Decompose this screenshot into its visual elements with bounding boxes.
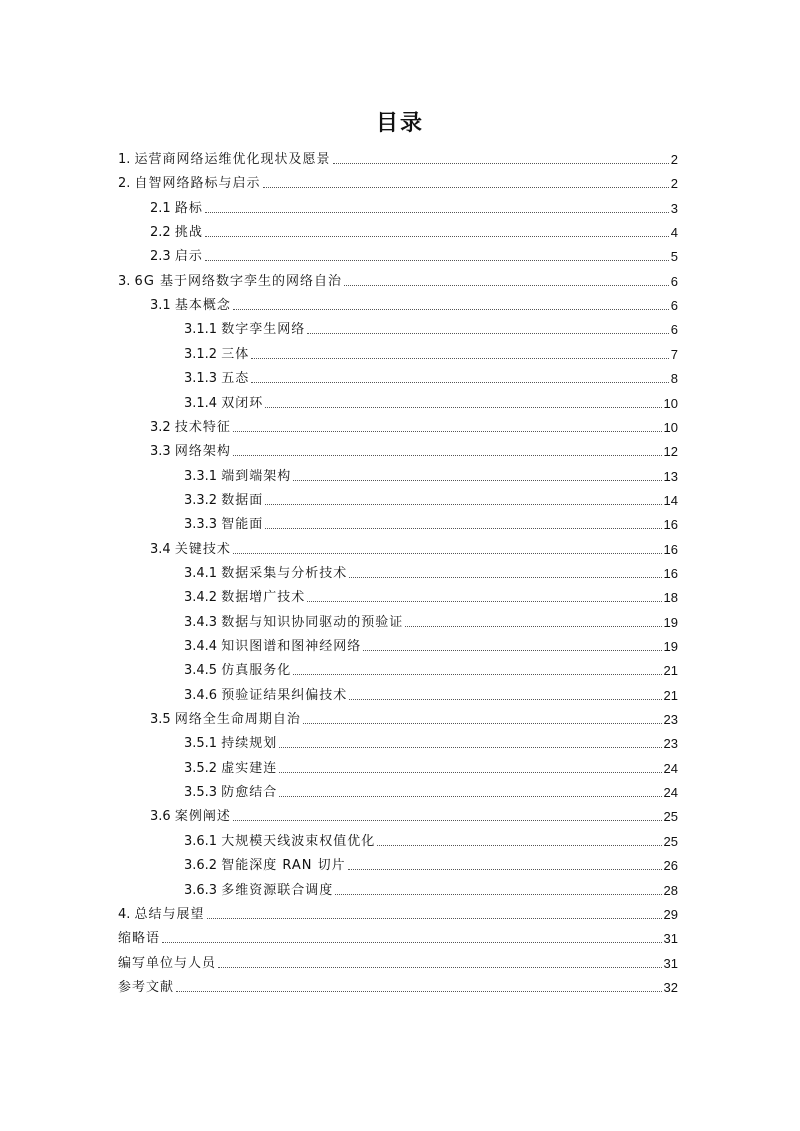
toc-entry[interactable] [150,195,678,217]
toc-entry-number: 3.1.2 [184,346,222,362]
dot-leader [218,967,662,968]
toc-entry[interactable] [184,560,678,582]
toc-entry[interactable] [184,852,678,874]
toc-entry-title: 网络架构 [174,444,231,460]
toc-entry[interactable] [150,414,678,436]
toc-entry-page: 25 [663,809,678,825]
toc-entry-number: 3.4.3 [184,614,222,630]
dot-leader [279,772,661,773]
toc-entry[interactable] [184,682,678,704]
toc-entry[interactable] [150,219,678,241]
toc-entry-title: 技术特征 [174,419,231,435]
toc-entry-page: 6 [670,273,678,289]
dot-leader [333,163,669,164]
toc-entry[interactable] [184,779,678,801]
toc-entry[interactable] [118,146,678,168]
toc-entry-page: 4 [670,225,678,241]
toc-entry-page: 13 [663,468,678,484]
dot-leader [265,504,661,505]
toc-entry[interactable] [184,657,678,679]
toc-entry-number: 2. [118,176,135,192]
toc-entry-title: 6G 基于网络数字孪生的网络自治 [134,273,343,289]
toc-entry-title: 挑战 [174,225,203,241]
toc-entry-page: 26 [663,858,678,874]
toc-entry-page: 3 [670,200,678,216]
toc-entry[interactable] [184,755,678,777]
dot-leader [293,480,661,481]
dot-leader [405,626,661,627]
toc-entry-title: 编写单位与人员 [118,955,217,971]
toc-entry-title: 基本概念 [174,298,231,314]
toc-entry-page: 16 [663,565,678,581]
toc-entry-page: 2 [670,152,678,167]
dot-leader [348,869,662,870]
toc-entry-title: 路标 [174,200,203,216]
toc-entry-number: 2.1 [150,200,175,216]
toc-entry[interactable] [150,438,678,460]
page-title: 目录 [375,110,424,136]
toc-entry[interactable] [184,341,678,363]
dot-leader [307,601,661,602]
toc-entry-page: 19 [663,614,678,630]
toc-entry-number: 3.6.1 [184,833,222,849]
toc-entry-page: 14 [663,492,678,508]
toc-entry-number: 3.1 [150,298,175,314]
toc-entry-number: 4. [118,906,135,922]
dot-leader [265,528,661,529]
toc-entry-title: 案例阐述 [174,809,231,825]
toc-entry-title: 数字孪生网络 [221,322,306,338]
dot-leader [176,991,662,992]
toc-entry-title: 缩略语 [118,931,161,947]
toc-entry[interactable] [184,633,678,655]
toc-entry-number: 3.5.2 [184,760,222,776]
toc-entry[interactable] [118,950,678,972]
toc-entry-title: 启示 [174,249,203,265]
toc-entry-title: 关键技术 [174,541,231,557]
toc-entry-page: 21 [663,663,678,679]
toc-entry-title: 智能深度 RAN 切片 [221,858,346,874]
toc-entry-page: 2 [670,176,678,192]
dot-leader [233,455,662,456]
toc-entry-number: 3.2 [150,419,175,435]
dot-leader [265,407,661,408]
toc-entry[interactable] [184,316,678,338]
toc-entry-title: 五态 [221,371,250,387]
dot-leader [335,894,661,895]
toc-entry[interactable] [184,365,678,387]
toc-entry[interactable] [184,584,678,606]
toc-entry-page: 25 [663,833,678,849]
toc-entry-title: 数据与知识协同驱动的预验证 [221,614,404,630]
dot-leader [349,577,661,578]
toc-entry-title: 网络全生命周期自治 [174,712,301,728]
toc-entry-page: 7 [670,346,678,362]
dot-leader [205,236,669,237]
toc-entry-number: 3.5 [150,712,175,728]
dot-leader [233,553,662,554]
toc-entry-title: 持续规划 [221,736,278,752]
toc-entry-page: 12 [663,444,678,460]
toc-entry[interactable] [118,268,678,290]
toc-entry-number: 3.6 [150,809,175,825]
toc-entry-number: 3.1.1 [184,322,222,338]
toc-entry[interactable] [184,828,678,850]
toc-entry[interactable] [184,730,678,752]
toc-entry-number: 3.1.3 [184,371,222,387]
toc-entry-page: 28 [663,882,678,898]
toc-entry[interactable] [184,877,678,899]
toc-entry-title: 大规模天线波束权值优化 [221,833,376,849]
toc-entry-number: 3.6.2 [184,858,222,874]
dot-leader [293,674,661,675]
toc-entry[interactable] [118,170,678,192]
toc-entry-number: 3.3 [150,444,175,460]
toc-entry-page: 24 [663,785,678,801]
toc-entry-title: 数据采集与分析技术 [221,565,348,581]
dot-leader [207,918,662,919]
toc-entry-number: 3.4.6 [184,687,222,703]
toc-entry-page: 8 [670,371,678,387]
toc-entry-page: 32 [663,979,678,995]
toc-entry-title: 数据增广技术 [221,590,306,606]
toc-entry-number: 3.5.3 [184,785,222,801]
toc-entry-title: 三体 [221,346,250,362]
toc-entry-title: 多维资源联合调度 [221,882,334,898]
toc-entry-title: 参考文献 [118,979,175,995]
dot-leader [233,820,662,821]
toc-entry-page: 19 [663,639,678,654]
toc-entry-number: 3. [118,273,135,289]
dot-leader [377,845,661,846]
toc-entry[interactable] [118,974,678,996]
toc-entry[interactable] [118,901,678,923]
toc-entry-page: 10 [663,395,678,411]
toc-entry-number: 2.2 [150,225,175,241]
dot-leader [344,285,669,286]
toc-entry-page: 23 [663,736,678,752]
toc-entry-number: 3.6.3 [184,882,222,898]
toc-entry-title: 自智网络路标与启示 [134,176,261,192]
toc-entry-page: 18 [663,590,678,606]
toc-entry[interactable] [184,463,678,485]
toc-entry[interactable] [150,536,678,558]
toc-entry-number: 3.4.4 [184,639,222,654]
toc-entry-page: 5 [670,249,678,265]
toc-entry[interactable] [150,803,678,825]
toc-entry-page: 16 [663,541,678,557]
toc-entry-number: 3.5.1 [184,736,222,752]
dot-leader [279,747,661,748]
toc-entry-number: 3.4.5 [184,663,222,679]
toc-entry[interactable] [184,511,678,533]
toc-entry[interactable] [150,243,678,265]
dot-leader [263,187,669,188]
dot-leader [162,942,662,943]
toc-entry-number: 3.4.1 [184,565,222,581]
toc-entry[interactable] [184,609,678,631]
toc-entry-title: 双闭环 [221,395,264,411]
toc-entry-number: 3.3.1 [184,468,222,484]
toc-entry-page: 6 [670,298,678,314]
toc-entry-number: 3.4 [150,541,175,557]
toc-entry-page: 29 [663,906,678,922]
toc-entry-number: 1. [118,152,135,167]
toc-entry-page: 10 [663,419,678,435]
toc-entry-title: 智能面 [221,517,264,533]
dot-leader [303,723,662,724]
toc-entry-number: 3.3.2 [184,492,222,508]
toc-entry-title: 虚实建连 [221,760,278,776]
dot-leader [205,260,669,261]
dot-leader [251,382,669,383]
toc-entry-title: 知识图谱和图神经网络 [221,639,362,654]
toc-entry[interactable] [184,390,678,412]
toc-entry-page: 23 [663,712,678,728]
toc-entry-number: 3.3.3 [184,517,222,533]
toc-entry-page: 31 [663,931,678,947]
dot-leader [251,358,669,359]
dot-leader [233,309,669,310]
toc-entry-title: 运营商网络运维优化现状及愿景 [134,152,331,167]
toc-entry-title: 仿真服务化 [221,663,292,679]
toc-entry-title: 防愈结合 [221,785,278,801]
dot-leader [205,212,669,213]
dot-leader [233,431,662,432]
dot-leader [279,796,661,797]
toc-entry-title: 数据面 [221,492,264,508]
dot-leader [363,650,661,651]
dot-leader [349,699,661,700]
toc-entry-number: 2.3 [150,249,175,265]
toc-entry-page: 16 [663,517,678,533]
toc-entry[interactable] [118,925,678,947]
toc-entry[interactable] [150,706,678,728]
toc-entry-title: 总结与展望 [134,906,205,922]
toc-entry-title: 预验证结果纠偏技术 [221,687,348,703]
toc-entry-page: 24 [663,760,678,776]
toc-entry-page: 31 [663,955,678,971]
toc-entry-number: 3.4.2 [184,590,222,606]
toc-entry-title: 端到端架构 [221,468,292,484]
dot-leader [307,333,669,334]
toc-entry[interactable] [150,292,678,314]
toc-entry-page: 6 [670,322,678,338]
toc-entry[interactable] [184,487,678,509]
toc-entry-page: 21 [663,687,678,703]
toc-entry-number: 3.1.4 [184,395,222,411]
